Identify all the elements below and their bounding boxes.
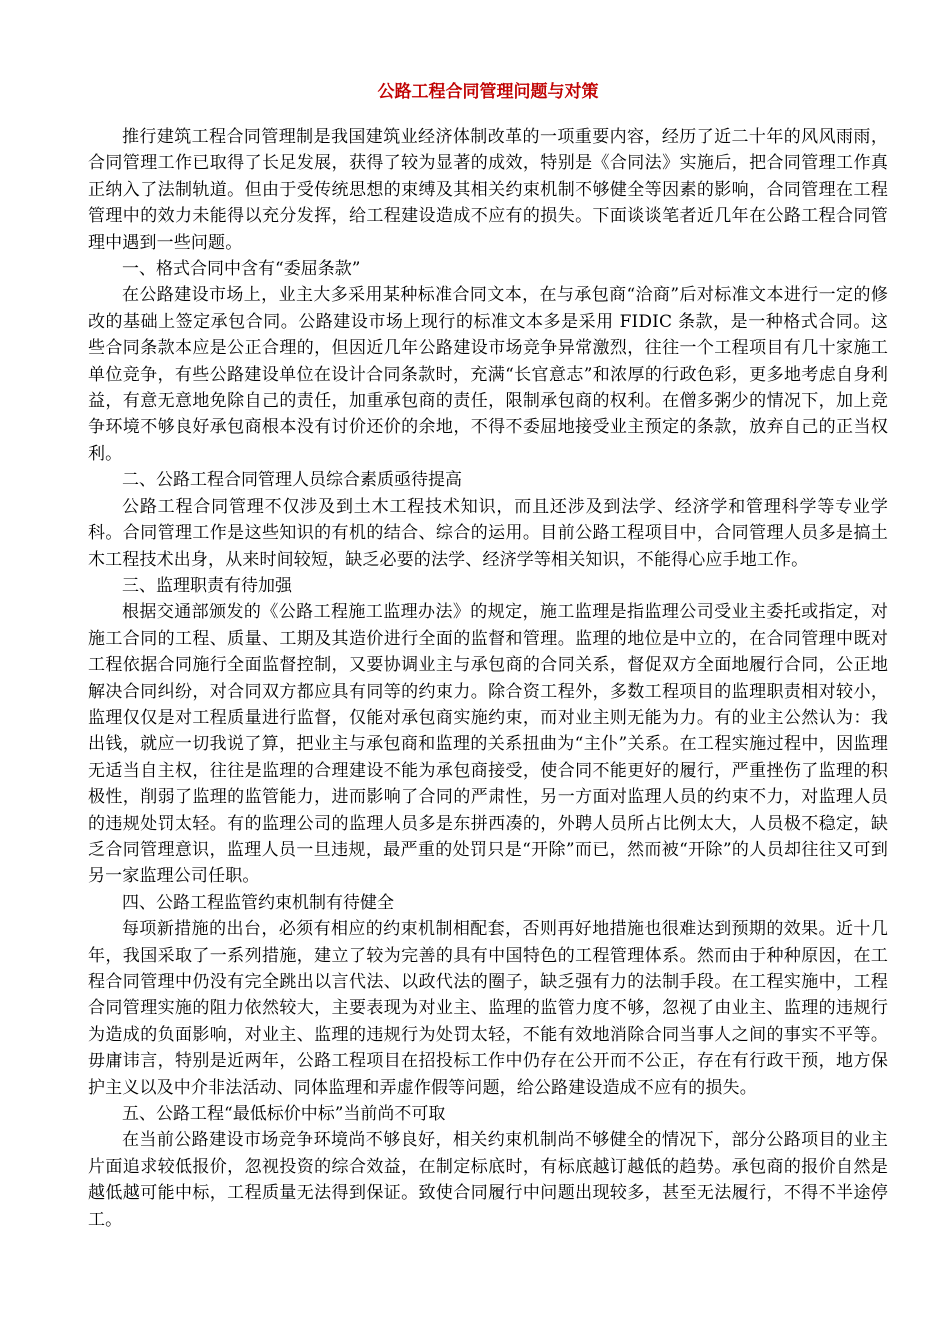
section-heading: 二、公路工程合同管理人员综合素质亟待提高 [122, 470, 462, 491]
section-2 [88, 467, 888, 573]
section-5 [88, 1101, 888, 1233]
document-title: 公路工程合同管理问题与对策 [377, 82, 599, 102]
document-page [88, 80, 888, 1233]
section-4 [88, 890, 888, 1101]
section-heading: 一、格式合同中含有“委屈条款” [122, 259, 361, 280]
section-heading: 五、公路工程“最低标价中标”当前尚不可取 [122, 1104, 446, 1125]
section-heading: 四、公路工程监管约束机制有待健全 [122, 892, 394, 913]
section-body: 在公路建设市场上，业主大多采用某种标准合同文本，在与承包商“洽商”后对标准文本进行一定的修改的基础上签定承包合同。公路建设市场上现行的标准文本多是采用 FIDIC 条款，是一种格式合同。这些合同条款本应是公正合理的，但因近几年公路建设市场竞争异常激烈，往往一个工程项目有几十家施工单位竞争，有些公路建设单位在设计合同条款时，充满“长官意志”和浓厚的行政色彩，更多地考虑自身利益，有意无意地免除自己的责任，加重承包商的责任，限制承包商的权利。在僧多粥少的情况下，加上竞争环境不够良好承包商根本没有讨价还价的余地，不得不委屈地接受业主预定的条款，放弃自己的正当权利。 [88, 285, 888, 464]
intro-paragraph: 推行建筑工程合同管理制是我国建筑业经济体制改革的一项重要内容，经历了近二十年的风风雨雨，合同管理工作已取得了长足发展，获得了较为显著的成效，特别是《合同法》实施后，把合同管理工作真正纳入了法制轨道。但由于受传统思想的束缚及其相关约束机制不够健全等因素的影响，合同管理在工程管理中的效力未能得以充分发挥，给工程建设造成不应有的损失。下面谈谈笔者近几年在公路工程合同管理中遇到一些问题。 [88, 127, 888, 253]
section-1 [88, 256, 888, 467]
section-body: 每项新措施的出台，必须有相应的约束机制相配套，否则再好地措施也很难达到预期的效果。近十几年，我国采取了一系列措施，建立了较为完善的具有中国特色的工程管理体系。然而由于种种原因，在工程合同管理中仍没有完全跳出以言代法、以政代法的圈子，缺乏强有力的法制手段。在工程实施中，工程合同管理实施的阻力依然较大，主要表现为对业主、监理的监管力度不够，忽视了由业主、监理的违规行为造成的负面影响，对业主、监理的违规行为处罚太轻，不能有效地消除合同当事人之间的事实不平等。毋庸讳言，特别是近两年，公路工程项目在招投标工作中仍存在公开而不公正，存在有行政干预，地方保护主义以及中介非法活动、同体监理和弄虚作假等问题，给公路建设造成不应有的损失。 [88, 919, 888, 1098]
section-3 [88, 573, 888, 890]
section-body: 公路工程合同管理不仅涉及到土木工程技术知识，而且还涉及到法学、经济学和管理科学等专业学科。合同管理工作是这些知识的有机的结合、综合的运用。目前公路工程项目中，合同管理人员多是搞土木工程技术出身，从来时间较短，缺乏必要的法学、经济学等相关知识，不能得心应手地工作。 [88, 496, 888, 570]
section-body: 在当前公路建设市场竞争环境尚不够良好，相关约束机制尚不够健全的情况下，部分公路项目的业主片面追求较低报价，忽视投资的综合效益，在制定标底时，有标底越订越低的趋势。承包商的报价自然是越低越可能中标，工程质量无法得到保证。致使合同履行中问题出现较多，甚至无法履行，不得不半途停工。 [88, 1130, 888, 1230]
section-heading: 三、监理职责有待加强 [122, 575, 292, 596]
section-body: 根据交通部颁发的《公路工程施工监理办法》的规定，施工监理是指监理公司受业主委托或指定，对施工合同的工程、质量、工期及其造价进行全面的监督和管理。监理的地位是中立的，在合同管理中既对工程依据合同施行全面监督控制，又要协调业主与承包商的合同关系，督促双方全面地履行合同，公正地解决合同纠纷，对合同双方都应具有同等的约束力。除合资工程外，多数工程项目的监理职责相对较小，监理仅仅是对工程质量进行监督，仅能对承包商实施约束，而对业主则无能为力。有的业主公然认为：我出钱，就应一切我说了算，把业主与承包商和监理的关系扭曲为“主仆”关系。在工程实施过程中，因监理无适当自主权，往往是监理的合理建设不能为承包商接受，使合同不能更好的履行，严重挫伤了监理的积极性，削弱了监理的监管能力，进而影响了合同的严肃性，另一方面对监理人员的约束不力，对监理人员的违规处罚太轻。有的监理公司的监理人员多是东拼西凑的，外聘人员所占比例太大，人员极不稳定，缺乏合同管理意识，监理人员一旦违规，最严重的处罚只是“开除”而已，然而被“开除”的人员却往往又可到另一家监理公司任职。 [88, 602, 888, 887]
